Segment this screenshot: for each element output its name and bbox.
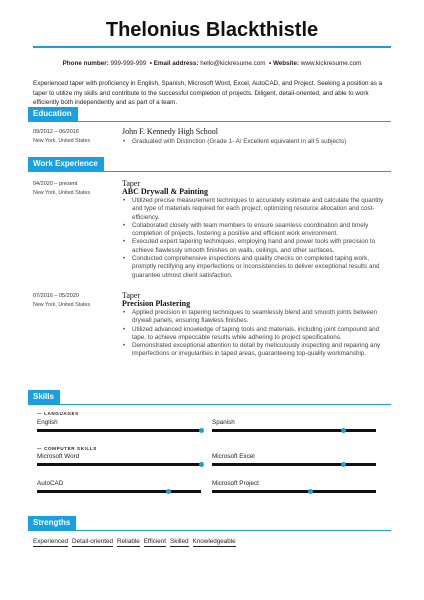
skill-word-name: Microsoft Word	[37, 453, 80, 460]
skill-excel-level	[341, 462, 346, 467]
job-2-company: Precision Plastering	[122, 299, 191, 308]
skill-spanish-name: Spanish	[212, 419, 235, 426]
skill-autocad-level	[166, 489, 171, 494]
name-divider	[33, 46, 391, 48]
job-1-title: Taper	[122, 179, 141, 188]
job-2-location: New York, United States	[33, 302, 91, 308]
job-1-dates: 04/2020 – present	[33, 181, 78, 187]
skill-english-bar	[37, 429, 201, 432]
strength-tag: Efficient	[143, 538, 167, 545]
list-item: • Executed expert tapering techniques, employing hand and power tools with precision to achieve flawlessly smooth finishes on walls, ceilings, and other surfaces.	[122, 238, 394, 255]
education-location: New York, United States	[33, 138, 91, 144]
skill-english-name: English	[37, 419, 58, 426]
list-item: • Demonstrated exceptional attention to detail by meticulously inspecting and repairing any imperfections or irregularities in taped areas, guaranteeing top-quality workmanship.	[122, 342, 394, 359]
strength-tag: Experienced	[33, 538, 69, 545]
skill-project-bar	[212, 490, 376, 493]
skill-word-bar	[37, 463, 201, 466]
job-1-company: ABC Drywall & Painting	[122, 187, 208, 196]
summary-text: Experienced taper with proficiency in English, Spanish, Microsoft Word, Excel, AutoCAD, and Project. Seeking a position as a taper to utilize my skills and contribute to the successful completion of projects. Diligent, detail-oriented, and able to work efficiently both independently and as part of a team.	[33, 80, 383, 106]
experience-divider	[28, 171, 391, 172]
strengths-list	[33, 538, 240, 545]
phone-value: 999-999-999	[110, 60, 147, 67]
education-divider	[28, 121, 391, 122]
list-item: • Graduated with Distinction (Grade 1- A/ Excellent equivalent in all 5 subjects)	[122, 138, 394, 146]
website-link[interactable]: www.kickresume.com	[300, 60, 362, 67]
education-bullets	[122, 138, 394, 146]
strength-tag: Detail-oriented	[72, 538, 113, 545]
email-link[interactable]: hello@kickresume.com	[200, 60, 266, 67]
list-item: • Collaborated closely with team members to ensure seamless coordination and timely completion of projects, fostering a positive and efficient work environment.	[122, 222, 394, 239]
job-2-bullets	[122, 309, 394, 359]
skill-project-name: Microsoft Project	[212, 480, 259, 487]
list-item: • Applied precision in tapering techniques to seamlessly blend and smooth joints between drywall panels, ensuring flawless finishes.	[122, 309, 394, 326]
skills-divider	[28, 404, 391, 405]
skill-autocad-name: AutoCAD	[37, 480, 64, 487]
experience-heading: Work Experience	[28, 157, 104, 171]
strength-tag: Reliable	[116, 538, 140, 545]
strength-tag: Knowledgeable	[192, 538, 236, 545]
job-2-dates: 07/2016 – 05/2020	[33, 293, 79, 299]
job-2-title: Taper	[122, 291, 141, 300]
skill-spanish-bar	[212, 429, 376, 432]
email-label: Email address:	[153, 60, 199, 67]
strengths-divider	[28, 530, 391, 531]
strengths-heading: Strengths	[28, 516, 76, 530]
skills-heading: Skills	[28, 390, 60, 404]
skill-english-level	[199, 428, 204, 433]
skill-project-level	[308, 489, 313, 494]
school-name: John F. Kennedy High School	[122, 127, 219, 136]
strength-tag: Skilled	[170, 538, 189, 545]
skill-excel-bar	[212, 463, 376, 466]
website-label: Website:	[272, 60, 300, 67]
list-item: • Utilized advanced knowledge of taping tools and materials, including joint compound and tape, to achieve impeccable results while adhering to project specifications.	[122, 326, 394, 343]
languages-label: — LANGUAGES	[37, 411, 79, 416]
list-item: • Conducted comprehensive inspections and quality checks on completed taping work, promptly rectifying any imperfections or inconsistencies to deliver exceptional results and guarantee utmost client satisfaction.	[122, 255, 394, 280]
computer-skills-label: — COMPUTER SKILLS	[37, 446, 97, 451]
resume-name: Thelonius Blackthistle	[105, 19, 319, 41]
contact-line: Phone number: 999-999-999 • Email address: hello@kickresume.com • Website: www.kickresume.com	[62, 60, 362, 67]
education-dates: 09/2012 – 06/2016	[33, 129, 79, 135]
phone-label: Phone number:	[62, 60, 109, 67]
skill-word-level	[199, 462, 204, 467]
skill-autocad-bar	[37, 490, 201, 493]
list-item: • Utilized precise measurement techniques to accurately estimate and calculate the quantity and type of materials required for each project, optimizing resource allocation and cost-efficiency.	[122, 197, 394, 222]
skill-spanish-level	[341, 428, 346, 433]
education-heading: Education	[28, 107, 78, 121]
job-1-location: New York, United States	[33, 190, 91, 196]
skill-excel-name: Microsoft Excel	[212, 453, 255, 460]
job-1-bullets	[122, 197, 394, 280]
